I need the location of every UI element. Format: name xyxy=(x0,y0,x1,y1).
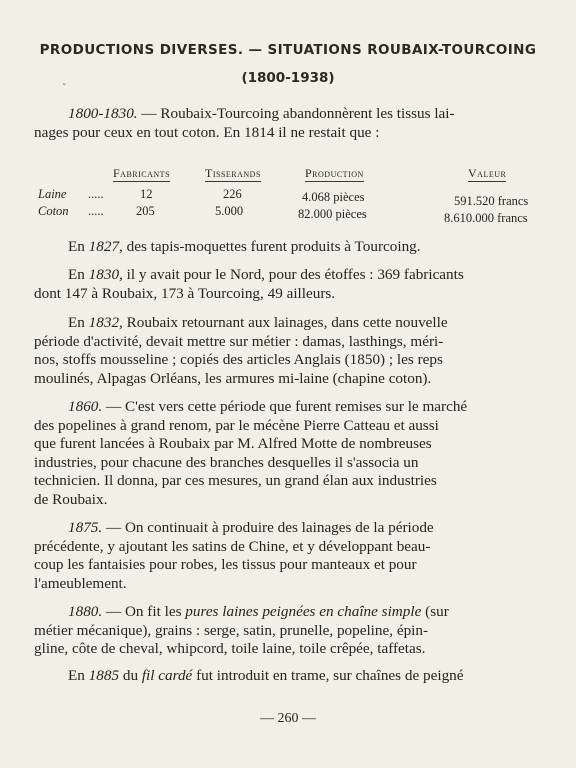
page-number: — 260 — xyxy=(260,711,316,726)
date-1875: 1875. xyxy=(68,519,103,536)
date-1800-1830: 1800-1830. xyxy=(68,105,138,122)
page-title: PRODUCTIONS DIVERSES. — SITUATIONS ROUBAIX-TOURCOING xyxy=(39,42,537,58)
paragraph-1875: 1875. — On continuait à produire des lainages de la période précédente, y ajoutant les satins de Chine, et y développant beau- coup les fantaisies pour robes, les tissus pour manteaux et pour l'ameublement. xyxy=(34,519,434,592)
header-fabricants: Fabricants xyxy=(113,166,171,180)
date-1830: 1830, xyxy=(88,266,123,283)
paragraph-1860: 1860. — C'est vers cette période que furent remises sur le marché des popelines à grand renom, par le mécène Pierre Catteau et aussi que furent lancées à Roubaix par M. Alfred Motte de nombreuses industries, pour chacune des branches desquelles il s'associa un technicien. Il donna, par ces mesures, un grand élan aux industries de Roubaix. xyxy=(34,398,468,508)
paragraph-1827: En 1827, des tapis-moquettes furent produits à Tourcoing. xyxy=(68,238,421,255)
paragraph-1832: En 1832, Roubaix retournant aux lainages, dans cette nouvelle période d'activité, devait mettre sur métier : damas, lasthings, méri- nos, stoffs mousseline ; copiés des articles Anglais (1850) ; les reps moulinés, Alpagas Orléans, les armures mi-laine (chapine coton). xyxy=(34,314,448,387)
ink-speck: ˇ xyxy=(62,84,67,94)
paragraph-1880: 1880. — On fit les pures laines peignées en chaîne simple (sur métier mécanique), grains : serge, satin, prunelle, popeline, épin- gline, côte de cheval, whipcord, toile laine, toile crêpée, taffetas. xyxy=(34,603,449,657)
date-1880: 1880. xyxy=(68,603,103,620)
date-1827: 1827, xyxy=(88,238,123,255)
emphasis-fil-carde: fil cardé xyxy=(141,667,193,684)
paragraph-intro: 1800-1830. — Roubaix-Tourcoing abandonnèrent les tissus lai- nages pour ceux en tout coton. En 1814 il ne restait que : xyxy=(34,105,455,141)
header-tisserands: Tisserands xyxy=(205,166,261,180)
paragraph-1885: En 1885 du fil cardé fut introduit en trame, sur chaînes de peigné xyxy=(68,667,464,684)
date-1860: 1860. xyxy=(68,398,103,415)
emphasis-pures-laines: pures laines peignées en chaîne simple xyxy=(185,603,422,620)
production-table: Fabricants Tisserands Production Valeur Laine ..... 12 226 4.068 pièces 591.520 francs Coton ..... 205 5.000 82.000 pièces 8.610.000 francs xyxy=(38,166,529,225)
page-subtitle: (1800-1938) xyxy=(241,70,335,86)
date-1885: 1885 xyxy=(88,667,120,684)
paragraph-1830: En 1830, il y avait pour le Nord, pour des étoffes : 369 fabricants dont 147 à Roubaix, 173 à Tourcoing, 49 ailleurs. xyxy=(34,266,464,302)
header-production: Production xyxy=(305,166,364,180)
header-valeur: Valeur xyxy=(468,166,507,180)
date-1832: 1832, xyxy=(88,314,123,331)
